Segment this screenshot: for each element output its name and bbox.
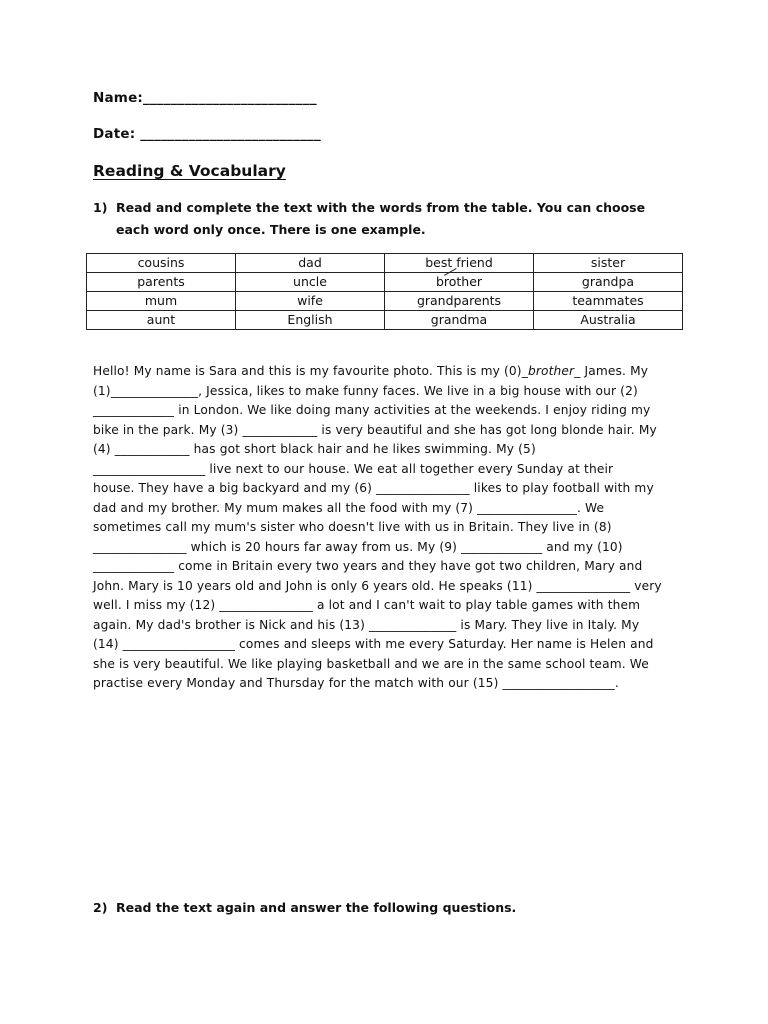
passage-line: _______________ which is 20 hours far away from us. My (9) _____________ and my (10) bbox=[93, 539, 623, 554]
passage-line: again. My dad's brother is Nick and his (13) ______________ is Mary. They live in Italy. My bbox=[93, 617, 640, 632]
name-blank: _________________________ bbox=[143, 90, 317, 106]
name-label: Name: bbox=[93, 90, 144, 106]
passage-line: house. They have a big backyard and my (6) _______________ likes to play football with my bbox=[93, 481, 654, 495]
table-cell: Australia bbox=[534, 311, 683, 330]
table-cell: grandma bbox=[385, 311, 534, 330]
table-cell: grandparents bbox=[385, 292, 534, 311]
word-bank-table bbox=[86, 253, 683, 330]
table-cell: parents bbox=[87, 273, 236, 292]
passage-line bbox=[93, 362, 673, 382]
table-cell: English bbox=[236, 311, 385, 330]
question-1-text-line1: Read and complete the text with the words from the table. You can choose bbox=[116, 200, 646, 215]
passage-line: (4) ____________ has got short black hair and he likes swimming. My (5) bbox=[93, 442, 536, 456]
table-cell: mum bbox=[87, 292, 236, 311]
passage-line: _____________ in London. We like doing many activities at the weekends. I enjoy riding my bbox=[93, 403, 651, 417]
table-cell: uncle bbox=[236, 273, 385, 292]
table-cell: best friend bbox=[385, 254, 534, 273]
section-heading: Reading & Vocabulary bbox=[93, 162, 286, 180]
table-row bbox=[87, 254, 683, 273]
question-2-number: 2) bbox=[93, 900, 108, 915]
passage-line: (14) __________________ comes and sleeps with me every Saturday. Her name is Helen and bbox=[93, 637, 654, 651]
question-1-text-line2: each word only once. There is one example. bbox=[116, 222, 426, 237]
question-1 bbox=[93, 197, 693, 241]
struck-word: brother bbox=[435, 274, 483, 289]
name-field bbox=[93, 90, 317, 106]
table-row bbox=[87, 311, 683, 330]
date-label: Date: bbox=[93, 126, 136, 142]
example-answer: _brother_ bbox=[521, 364, 581, 378]
passage-line: (1)______________, Jessica, likes to make funny faces. We live in a big house with our (2) bbox=[93, 383, 638, 398]
date-field bbox=[93, 126, 321, 142]
table-cell: grandpa bbox=[534, 273, 683, 292]
date-blank: __________________________ bbox=[140, 126, 321, 142]
table-cell: wife bbox=[236, 292, 385, 311]
passage-line: well. I miss my (12) _______________ a lot and I can't wait to play table games with them bbox=[93, 598, 641, 612]
passage-line: John. Mary is 10 years old and John is only 6 years old. He speaks (11) _______________ very bbox=[93, 578, 662, 593]
table-cell: aunt bbox=[87, 311, 236, 330]
table-row bbox=[87, 292, 683, 311]
passage-line: practise every Monday and Thursday for the match with our (15) __________________. bbox=[93, 676, 619, 690]
table-cell: cousins bbox=[87, 254, 236, 273]
table-cell: teammates bbox=[534, 292, 683, 311]
question-2-text: Read the text again and answer the following questions. bbox=[116, 900, 517, 915]
question-1-number: 1) bbox=[93, 200, 108, 215]
passage-line: __________________ live next to our house. We eat all together every Sunday at their bbox=[93, 461, 614, 476]
passage-line: sometimes call my mum's sister who doesn't live with us in Britain. They live in (8) bbox=[93, 520, 612, 534]
passage-text: Hello! My name is Sara and this is my favourite photo. This is my (0) bbox=[93, 364, 522, 378]
passage-line: _____________ come in Britain every two years and they have got two children, Mary and bbox=[93, 559, 643, 573]
reading-passage bbox=[93, 362, 673, 694]
passage-text: James. My bbox=[580, 364, 649, 378]
passage-line: she is very beautiful. We like playing basketball and we are in the same school team. We bbox=[93, 656, 649, 671]
passage-line: bike in the park. My (3) ____________ is very beautiful and she has got long blonde hair. My bbox=[93, 422, 657, 437]
table-cell: dad bbox=[236, 254, 385, 273]
table-cell-struck bbox=[385, 273, 534, 292]
table-cell: sister bbox=[534, 254, 683, 273]
passage-line: dad and my brother. My mum makes all the food with my (7) ________________. We bbox=[93, 500, 605, 515]
question-2 bbox=[93, 897, 693, 919]
table-row bbox=[87, 273, 683, 292]
